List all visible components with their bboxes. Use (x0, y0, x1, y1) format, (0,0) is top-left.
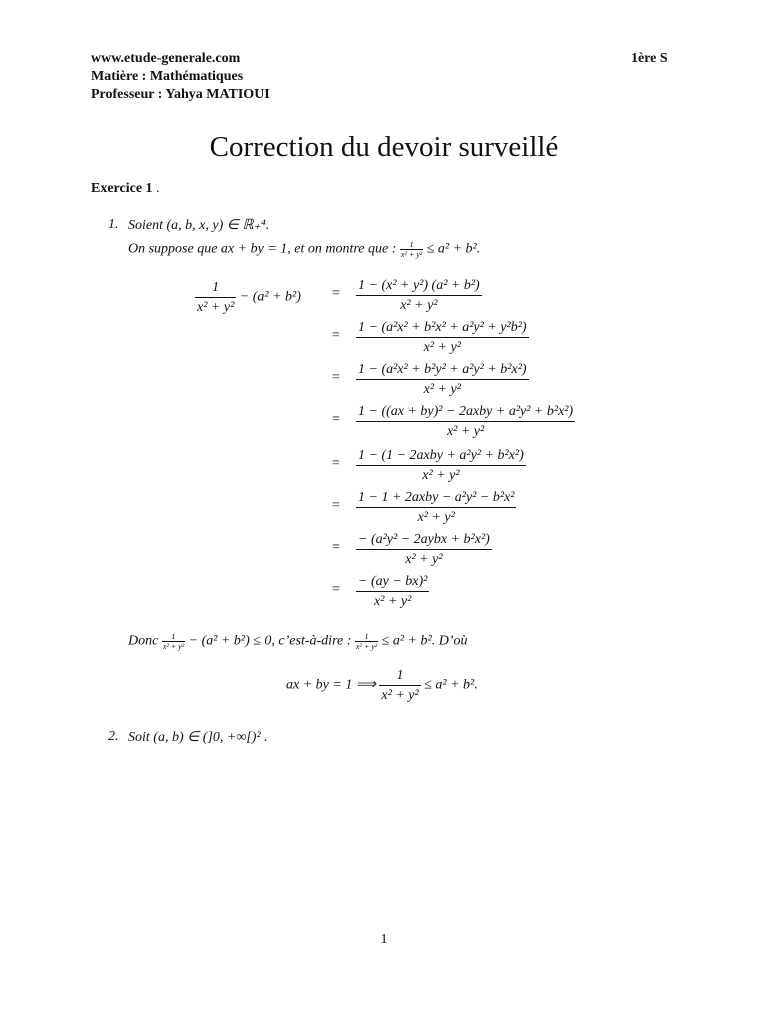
step-numerator: − (a²y² − 2aybx + b²x²) (358, 532, 490, 547)
step-numerator: 1 − (x² + y²) (a² + b²) (358, 278, 480, 293)
step-numerator: 1 − (a²x² + b²x² + a²y² + y²b²) (358, 320, 527, 335)
step-fraction (356, 360, 529, 399)
step-numerator: 1 − (1 − 2axby + a²y² + b²x²) (358, 448, 524, 463)
step-numerator: − (ay − bx)² (358, 574, 428, 589)
implication-den: x² + y² (379, 685, 420, 705)
site-url: www.etude-generale.com (91, 51, 241, 66)
q1-line2-text: On suppose que ax + by = 1, et on montre que : (128, 241, 397, 257)
step-fraction (356, 530, 492, 569)
class-level: 1ère S (631, 51, 668, 66)
q2-number: 2. (108, 729, 119, 744)
q1-number: 1. (108, 217, 119, 232)
step-denominator: x² + y² (356, 549, 492, 569)
step-numerator: 1 − (a²x² + b²y² + a²y² + b²x²) (358, 362, 527, 377)
equals-sign: = (331, 582, 341, 597)
step-denominator: x² + y² (356, 507, 516, 527)
conclusion-frac-1-num: 1 (171, 632, 176, 641)
exercise-suffix: . (156, 181, 160, 196)
step-fraction (356, 572, 429, 611)
step-fraction (356, 402, 575, 441)
donc-word: Donc (128, 633, 159, 649)
conclusion-frac-1 (162, 632, 185, 651)
conclusion-frac-2-den: x² + y² (355, 642, 378, 651)
exercise-label: Exercice 1 (91, 181, 153, 196)
step-denominator: x² + y² (356, 337, 529, 357)
lhs-tail: − (a² + b²) (239, 289, 301, 305)
q2-text: Soit (a, b) ∈ (]0, +∞[)² . (128, 730, 268, 745)
step-denominator: x² + y² (356, 379, 529, 399)
page-number: 1 (380, 932, 388, 947)
step-fraction (356, 276, 482, 315)
step-fraction (356, 488, 516, 527)
equals-sign: = (331, 456, 341, 471)
conclusion-frac-2 (355, 632, 378, 651)
q1-small-num: 1 (409, 240, 414, 249)
teacher-line: Professeur : Yahya MATIOUI (91, 87, 270, 102)
step-denominator: x² + y² (356, 295, 482, 315)
implication-rhs: ≤ a² + b². (424, 677, 478, 693)
q1-line2-rhs: ≤ a² + b². (426, 241, 481, 257)
step-fraction (356, 446, 526, 485)
implication (286, 666, 478, 705)
step-denominator: x² + y² (356, 465, 526, 485)
subject-line: Matière : Mathématiques (91, 69, 244, 84)
equals-sign: = (331, 498, 341, 513)
lhs-den: x² + y² (195, 297, 236, 317)
implication-num: 1 (396, 668, 404, 683)
equals-sign: = (331, 540, 341, 555)
conclusion-frac-2-num: 1 (364, 632, 369, 641)
equals-sign: = (331, 328, 341, 343)
conclusion-part1: − (a² + b²) ≤ 0, c’est-à-dire : (188, 633, 352, 649)
step-numerator: 1 − ((ax + by)² − 2axby + a²y² + b²x²) (358, 404, 574, 419)
page-title: Correction du devoir surveillé (209, 131, 559, 163)
lhs-num: 1 (212, 280, 220, 295)
q1-small-den: x² + y² (400, 250, 423, 259)
q1-line1: Soient (a, b, x, y) ∈ ℝ₊⁴. (128, 218, 270, 233)
equals-sign: = (331, 370, 341, 385)
conclusion-frac-1-den: x² + y² (162, 642, 185, 651)
step-numerator: 1 − 1 + 2axby − a²y² − b²x² (358, 490, 515, 505)
equals-sign: = (331, 412, 341, 427)
conclusion-line (128, 632, 467, 651)
implication-lhs: ax + by = 1 ⟹ (286, 677, 376, 693)
conclusion-part2: ≤ a² + b². D’où (381, 633, 468, 649)
equals-sign: = (331, 286, 341, 301)
implication-fraction (379, 666, 420, 705)
step-fraction (356, 318, 529, 357)
step-denominator: x² + y² (356, 591, 429, 611)
step-denominator: x² + y² (356, 421, 575, 441)
